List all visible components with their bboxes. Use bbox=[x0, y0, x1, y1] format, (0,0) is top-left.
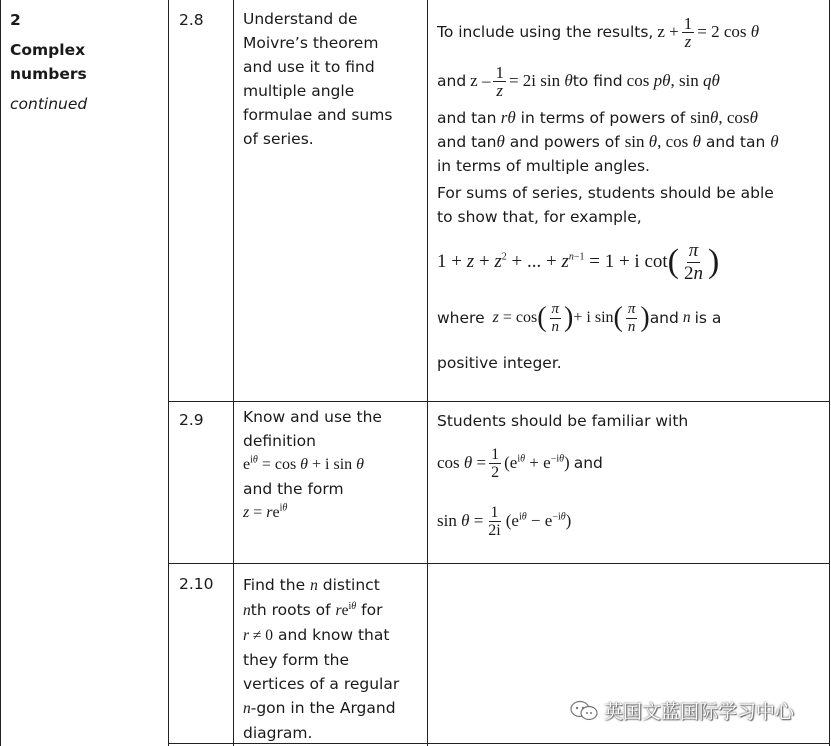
guidance-text: and tan bbox=[437, 109, 497, 127]
table-border bbox=[829, 0, 830, 746]
chat-bubbles-icon bbox=[570, 700, 598, 722]
description-text: for bbox=[361, 601, 383, 619]
table-border bbox=[168, 401, 830, 402]
description-2-8 bbox=[243, 7, 423, 151]
table-border bbox=[168, 563, 830, 564]
guidance-text: to show that, for example, bbox=[437, 208, 642, 226]
description-line: Find the n distinct bbox=[243, 576, 380, 594]
guidance-text: is a bbox=[694, 309, 722, 327]
description-text: Find the bbox=[243, 576, 306, 594]
description-line: Understand de bbox=[243, 10, 358, 28]
topic-number: 2 bbox=[10, 11, 21, 29]
description-line: definition bbox=[243, 432, 316, 450]
description-line: n-gon in the Argand bbox=[243, 699, 396, 717]
guidance-text: to find bbox=[572, 72, 623, 90]
description-line: r ≠ 0 and know that bbox=[243, 626, 390, 644]
cos-exp-formula: cos θ = $\frac{1}{2}$ $(e^{i\theta} + e^{-i\theta})$ and bbox=[437, 445, 603, 481]
description-line: formulae and sums bbox=[243, 106, 393, 124]
description-line: nth roots of $re^{i\theta}$ for bbox=[243, 600, 383, 619]
description-line: Moivre’s theorem bbox=[243, 34, 379, 52]
guidance-text: and bbox=[649, 309, 679, 327]
table-border bbox=[233, 0, 234, 746]
guidance-2-9 bbox=[437, 409, 825, 547]
description-line: Know and use the bbox=[243, 408, 382, 426]
where-line: where z = cos ( $\frac{\pi}{n}$ ) + i sin ( $\frac{\pi}{n}$ ) and n is a bbox=[437, 300, 722, 335]
guidance-text: and tan bbox=[437, 133, 497, 151]
result-line-4: and tanθ and powers of sin θ, cos θ and tan θ bbox=[437, 132, 779, 151]
description-line: and use it to find bbox=[243, 58, 375, 76]
table-border bbox=[427, 0, 428, 746]
guidance-text: and bbox=[573, 454, 603, 472]
ref-2-9: 2.9 bbox=[179, 411, 204, 429]
topic-continued: continued bbox=[10, 95, 88, 113]
table-border bbox=[168, 0, 169, 746]
guidance-2-8 bbox=[437, 12, 825, 375]
series-formula: $1 + z + z^2$ + ... + $z^{n-1} = 1 + i$ cot ( $\frac{\pi}{2n}$ ) bbox=[437, 239, 720, 284]
description-line: diagram. bbox=[243, 724, 313, 742]
description-line: and the form bbox=[243, 480, 344, 498]
sin-exp-formula: sin θ = $\frac{1}{2i}$ $(e^{i\theta} - e^{-i\theta})$ bbox=[437, 503, 572, 539]
result-line-2: and z – $\frac{1}{z}$ = 2i sin θ to find cos pθ, sin qθ bbox=[437, 62, 720, 100]
guidance-text: and powers of bbox=[509, 133, 620, 151]
polar-form: $z = re^{i\theta}$ bbox=[243, 502, 288, 521]
description-text: distinct bbox=[322, 576, 380, 594]
description-line: they form the bbox=[243, 651, 350, 669]
guidance-text: positive integer. bbox=[437, 354, 562, 372]
topic-cell bbox=[10, 8, 160, 116]
guidance-text: and bbox=[437, 72, 467, 90]
topic-title: numbers bbox=[10, 65, 87, 83]
guidance-text: in terms of multiple angles. bbox=[437, 157, 650, 175]
description-line: multiple angle bbox=[243, 82, 355, 100]
description-line: of series. bbox=[243, 130, 314, 148]
topic-title: Complex bbox=[10, 41, 86, 59]
euler-definition: $e^{i\theta} = \cos \theta + i$ sin θ bbox=[243, 454, 365, 473]
description-text: and know that bbox=[278, 626, 390, 644]
guidance-text: For sums of series, students should be able bbox=[437, 184, 774, 202]
ref-2-10: 2.10 bbox=[179, 575, 214, 593]
guidance-text: Students should be familiar with bbox=[437, 412, 689, 430]
description-2-10 bbox=[243, 573, 425, 745]
description-line: vertices of a regular bbox=[243, 675, 400, 693]
table-border bbox=[0, 0, 1, 746]
description-2-9 bbox=[243, 405, 423, 525]
description-text: th roots of bbox=[250, 601, 331, 619]
result-line-3: and tan rθ in terms of powers of sinθ, cosθ bbox=[437, 108, 758, 127]
guidance-text: where bbox=[437, 309, 485, 327]
guidance-text: in terms of powers of bbox=[520, 109, 686, 127]
watermark-text: 英国文蓝国际学习中心 bbox=[604, 701, 795, 723]
result-line-1: To include using the results, z + $\frac{1}{z}$ = 2 cos θ bbox=[437, 13, 760, 51]
guidance-text: To include using the results, bbox=[437, 23, 654, 41]
ref-2-8: 2.8 bbox=[179, 11, 204, 29]
watermark bbox=[570, 697, 794, 724]
description-text: -gon in the Argand bbox=[250, 699, 396, 717]
